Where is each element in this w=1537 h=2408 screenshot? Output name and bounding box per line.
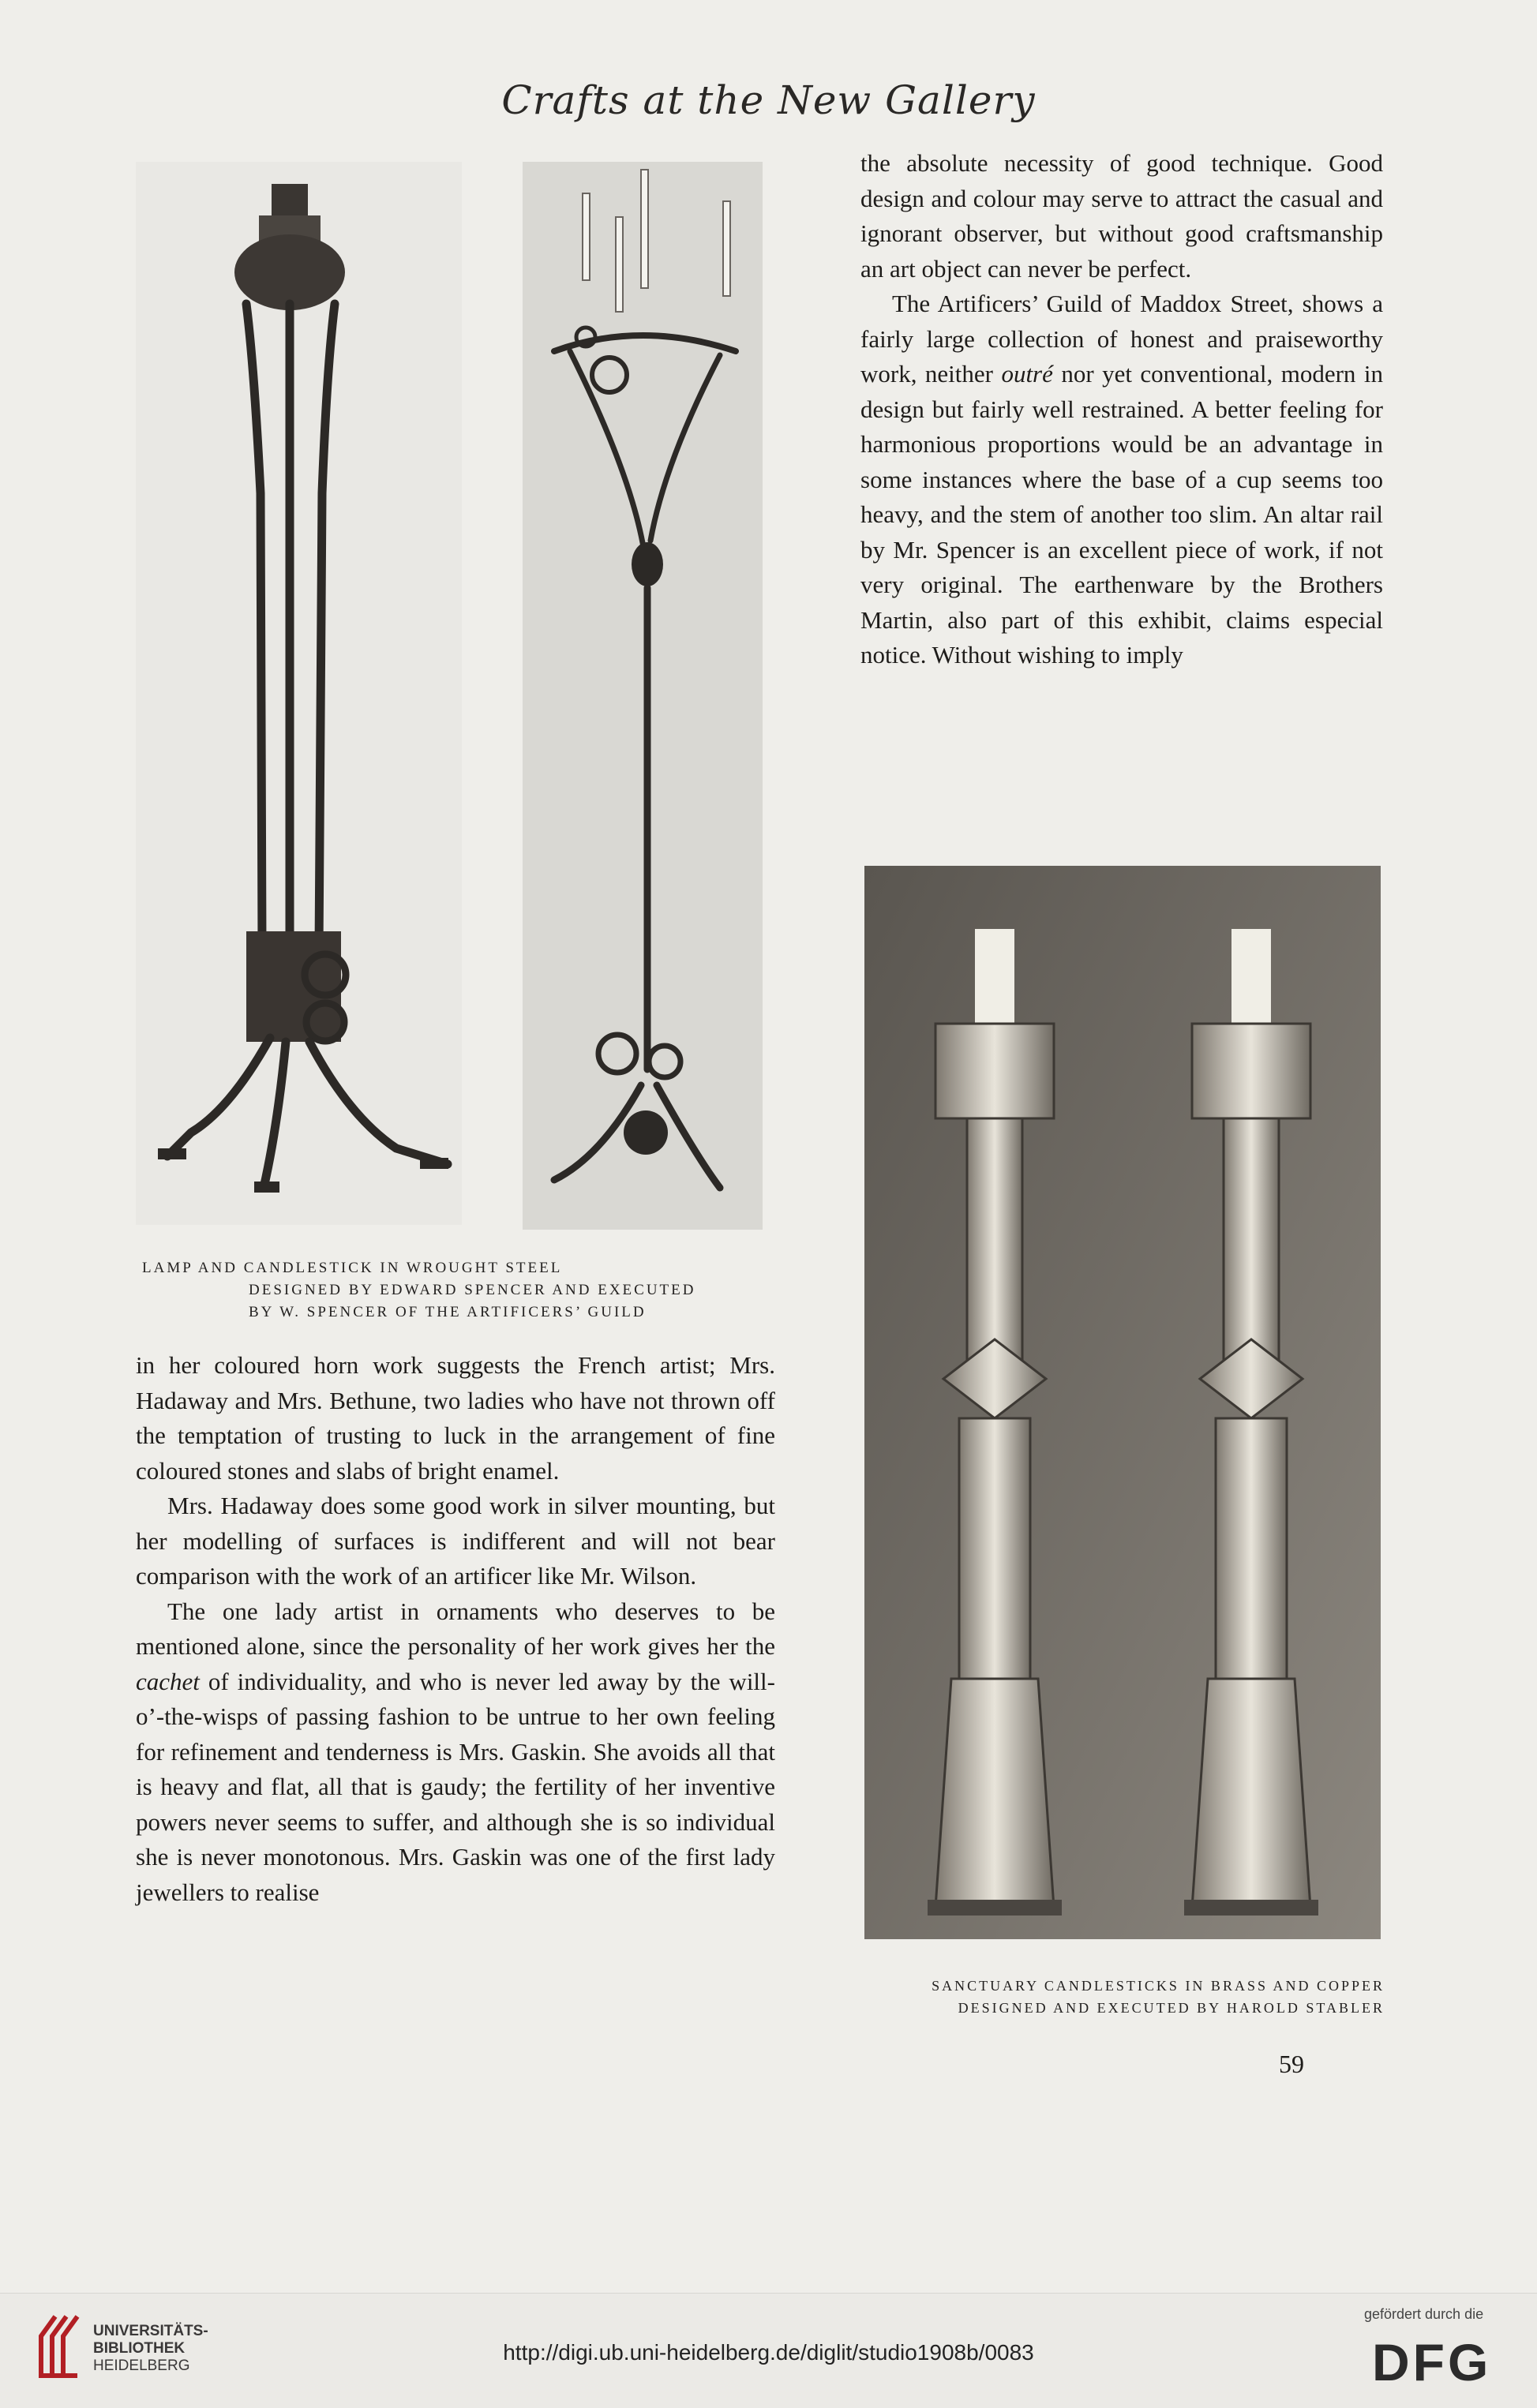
- left-paragraph-2: Mrs. Hadaway does some good work in silver mounting, but her modelling of surfaces is indifferent and will not bear comparison with the work of an artificer like Mr. Wilson.: [136, 1492, 775, 1590]
- library-line-1: UNIVERSITÄTS-: [93, 2323, 208, 2339]
- caption-right-line-2: DESIGNED AND EXECUTED BY HAROLD STABLER: [958, 2000, 1385, 2016]
- dfg-logo: DFG: [1372, 2333, 1492, 2391]
- caption-right-line-1: SANCTUARY CANDLESTICKS IN BRASS AND COPPER: [932, 1978, 1385, 1994]
- library-line-3: HEIDELBERG: [93, 2357, 190, 2374]
- right-paragraph-1: the absolute necessity of good technique. Good design and colour may serve to attract the casual and ignorant observer, but without good craftsmanship an art object can never be perfect.: [860, 149, 1383, 283]
- running-title: Crafts at the New Gallery: [501, 77, 1036, 123]
- left-figure-caption: [142, 1257, 696, 1324]
- left-paragraph-3-italic: cachet: [136, 1667, 200, 1695]
- right-paragraph-2-text-a: The Artificers’ Guild of Maddox Street, shows a fairly large collection of honest and praiseworthy work, neither: [860, 290, 1383, 388]
- tall-candlestick-photo: [523, 162, 763, 1230]
- caption-left-line-1: LAMP AND CANDLESTICK IN WROUGHT STEEL: [142, 1260, 563, 1276]
- library-line-2: BIBLIOTHEK: [93, 2340, 186, 2357]
- source-url-link[interactable]: http://digi.ub.uni-heidelberg.de/diglit/studio1908b/0083: [503, 2340, 1034, 2365]
- page-number: 59: [1279, 2050, 1304, 2078]
- left-column-text: [136, 1348, 775, 1910]
- right-figure-caption: [832, 1975, 1385, 2019]
- right-paragraph-2: [860, 286, 1383, 673]
- lamp-photo: [136, 162, 462, 1225]
- right-paragraph-2-text-b: nor yet conventional, modern in design but fairly well restrained. A better feeling for harmonious proportions would be an advantage in some instances where the base of a cup seems too heavy, and the stem of another too slim. An altar rail by Mr. Spencer is an excellent piece of work, if not very original. The earthenware by the Brothers Martin, also part of this exhibit, claims especial notice. Without wishing to imply: [860, 360, 1383, 668]
- left-paragraph-3: [136, 1594, 775, 1911]
- left-paragraph-1: in her coloured horn work suggests the French artist; Mrs. Hadaway and Mrs. Bethune, two ladies who have not thrown off the temptation of trusting to luck in the arrangement of fine coloured stones and slabs of bright enamel.: [136, 1351, 775, 1485]
- funding-note: gefördert durch die: [1364, 2306, 1484, 2322]
- right-column-text: [860, 146, 1383, 673]
- left-paragraph-3-text-b: of individuality, and who is never led away by the will-o’-the-wisps of passing fashion to be untrue to her own feeling for refinement and tenderness is Mrs. Gaskin. She avoids all that is heavy and flat, all that is gaudy; the fertility of her inventive powers never seems to suffer, and although she is so individual she is never monotonous. Mrs. Gaskin was one of the first lady jewellers to realise: [136, 1667, 775, 1906]
- sanctuary-candlesticks-photo: [864, 866, 1381, 1939]
- left-paragraph-3-text-a: The one lady artist in ornaments who deserves to be mentioned alone, since the personality of her work gives her the: [136, 1597, 775, 1660]
- right-paragraph-2-italic: outré: [1001, 360, 1053, 388]
- caption-left-line-3: BY W. SPENCER OF THE ARTIFICERS’ GUILD: [249, 1304, 647, 1320]
- caption-left-line-2: DESIGNED BY EDWARD SPENCER AND EXECUTED: [249, 1282, 696, 1298]
